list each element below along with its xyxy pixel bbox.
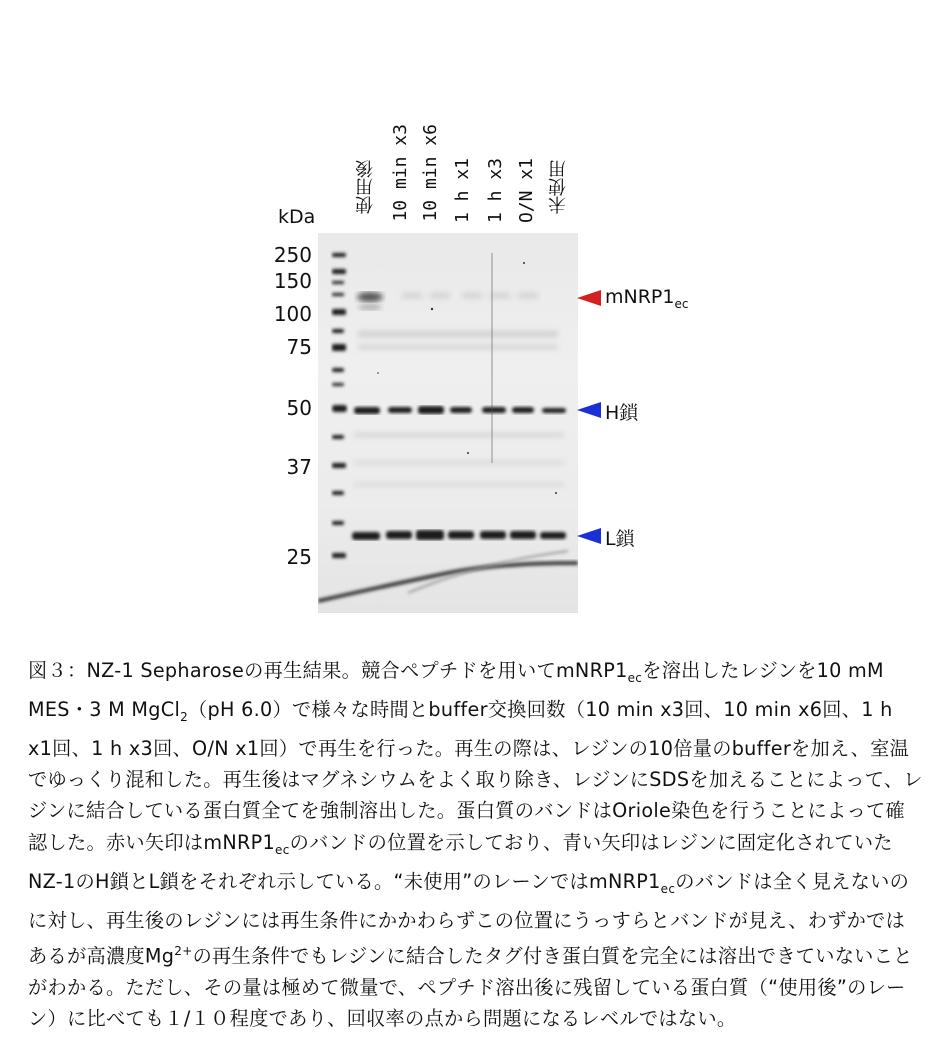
marker-label-50: 50	[286, 396, 312, 420]
lane-label-unused: 未使用	[548, 160, 569, 214]
lane-label-used: 使用後	[355, 160, 376, 214]
caption-part-4: のバンドの位置を示しており、青い矢印はレジンに固定化されていたNZ-1のH鎖とL鎖をそれぞれ示している。“未使用”のレーンではmNRP1	[28, 830, 893, 893]
marker-label-100: 100	[273, 302, 312, 326]
caption-sub-3: ec	[275, 842, 290, 857]
arrow-label-l-chain: L鎖	[605, 528, 635, 550]
gel-svg	[318, 233, 578, 613]
marker-label-25: 25	[286, 545, 312, 569]
blue-arrow-l-icon	[577, 526, 601, 546]
red-arrow-shape	[577, 290, 601, 306]
blue-arrow-h-icon	[577, 400, 601, 420]
mnrp1-text: mNRP1	[605, 286, 675, 308]
lane-label-1h-x1: 1 h x1	[452, 158, 473, 224]
caption-sub-2: 2	[180, 709, 189, 724]
caption-part-1: 図３：NZ-1 Sepharoseの再生結果。競合ペプチドを用いてmNRP1	[28, 659, 628, 682]
ladder-lane	[332, 253, 347, 558]
kda-label: kDa	[278, 206, 316, 228]
caption-sub-1: ec	[627, 670, 643, 685]
caption-part-5: のバンドは全く見えないのに対し、再生後のレジンには再生条件にかかわらずこの位置にうっすらとバンドが見え、わずかではあるが高濃度Mg	[28, 869, 910, 968]
caption-part-3: （pH 6.0）で様々な時間とbuffer交換回数（10 min x3回、10 min x6回、1 h x1回、1 h x3回、O/N x1回）で再生を行った。再生の際は、レジンの10倍量のbufferを加え、室温でゆっくり混和した。再生後はマグネシウムをよく取り除き、レジンにSDSを加えることによって、レジンに結合している蛋白質全てを強制溶出した。蛋白質のバンドはOriole染色を行うことによって確認した。赤い矢印はmNRP1	[28, 698, 923, 854]
red-arrow-icon	[577, 288, 601, 308]
caption-part-6: の再生条件でもレジンに結合したタグ付き蛋白質を完全には溶出できていないことがわかる。ただし、その量は極めて微量で、ペプチド溶出後に残留している蛋白質（“使用後”のレーン）に比べても１/１０程度であり、回収率の点から問題になるレベルではない。	[28, 944, 913, 1030]
caption-sup-5: 2+	[174, 943, 193, 958]
arrow-label-mnrp1	[605, 286, 688, 311]
mnrp1-sub: ec	[674, 296, 689, 311]
lane-label-1h-x3: 1 h x3	[485, 158, 506, 224]
marker-label-150: 150	[273, 269, 312, 293]
lane-label-10min-x3: 10 min x3	[390, 124, 411, 222]
lane-label-on-x1: O/N x1	[516, 158, 537, 224]
blue-arrow-h-shape	[577, 402, 601, 418]
caption-part-2: を溶出したレジンを10 mM MES・3 M MgCl	[28, 659, 884, 722]
caption-sub-4: ec	[660, 881, 676, 896]
gel-image	[318, 233, 578, 613]
figure-caption	[28, 655, 923, 1034]
lane-label-10min-x6: 10 min x6	[420, 124, 441, 222]
arrow-label-h-chain: H鎖	[605, 402, 639, 424]
blue-arrow-l-shape	[577, 528, 601, 544]
marker-label-75: 75	[286, 335, 312, 359]
marker-label-37: 37	[286, 455, 312, 479]
marker-label-250: 250	[273, 243, 312, 267]
